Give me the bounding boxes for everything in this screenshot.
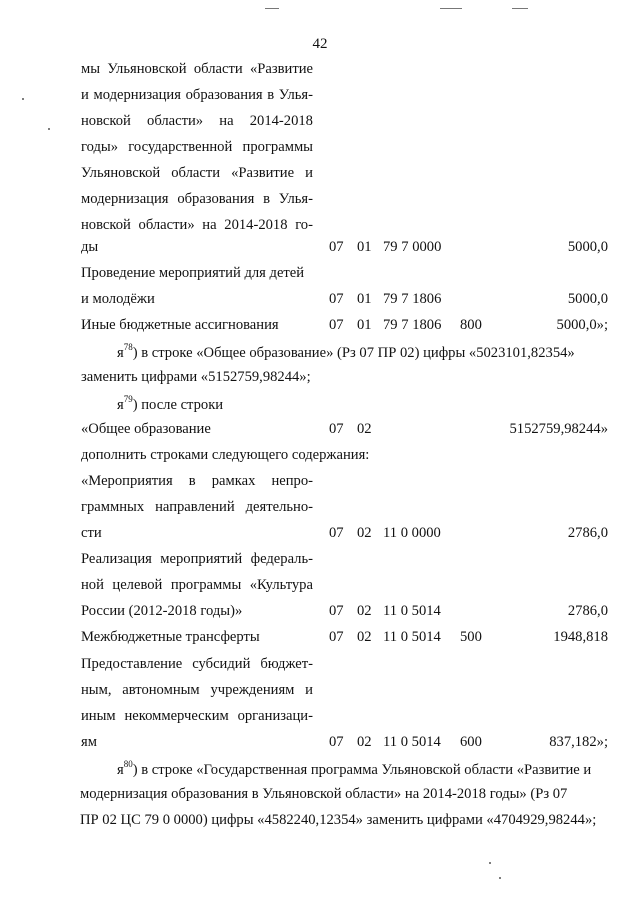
continuation-line: годы» государственной программы: [81, 139, 313, 155]
row-label: Проведение мероприятий для детей: [81, 265, 305, 281]
row-amount: 2786,0: [567, 525, 608, 541]
row-amount: 5000,0: [567, 291, 608, 307]
row-rz: 07: [329, 603, 344, 619]
amendment-79: $я^{79}$) после строки: [117, 394, 224, 413]
scan-dot: [489, 862, 491, 864]
row-cs: 11 0 5014: [383, 734, 441, 750]
row-label: Иные бюджетные ассигнования: [81, 317, 279, 333]
row-cs: 79 7 1806: [383, 317, 442, 333]
row-label: Предоставление субсидий бюджет-: [81, 656, 313, 672]
row-pr: 01: [357, 291, 372, 307]
row-label: России (2012-2018 годы)»: [81, 603, 243, 619]
row-rz: 07: [329, 629, 344, 645]
scan-mark: [265, 8, 279, 9]
row-rz: 07: [329, 291, 344, 307]
continuation-line: новской области» на 2014-2018: [81, 113, 313, 129]
scan-dot: [48, 128, 50, 130]
scan-mark: [440, 8, 462, 9]
row-amount: 5000,0: [567, 239, 608, 255]
row-rz: 07: [329, 317, 344, 333]
amendment-78: $я^{78}$) в строке «Общее образование» (Рз 07 ПР 02) цифры «5023101,82354»: [117, 342, 575, 361]
row-pr: 02: [357, 525, 372, 541]
row-label: сти: [81, 525, 102, 541]
row-cs: 11 0 5014: [383, 603, 441, 619]
amendment-78-continued: заменить цифрами «5152759,98244»;: [81, 369, 311, 385]
row-label: граммных направлений деятельно-: [81, 499, 313, 515]
row-amount: 2786,0: [567, 603, 608, 619]
row-label: Реализация мероприятий федераль-: [81, 551, 313, 567]
continuation-line: Ульяновской области «Развитие и: [81, 165, 313, 181]
page-number: 42: [312, 36, 328, 52]
amendment-80-continued: ПР 02 ЦС 79 0 0000) цифры «4582240,12354» заменить цифрами «4704929,98244»;: [80, 812, 597, 828]
row-pr: 02: [357, 603, 372, 619]
row-label: ной целевой программы «Культура: [81, 577, 313, 593]
row-label: Межбюджетные трансферты: [81, 629, 260, 645]
row-amount: 5000,0»;: [556, 317, 608, 333]
scan-dot: [499, 877, 501, 879]
supplement-line: дополнить строками следующего содержания:: [81, 447, 370, 463]
row-vr: 500: [460, 629, 482, 645]
row-pr: 02: [357, 629, 372, 645]
row-cs: 11 0 0000: [383, 525, 441, 541]
continuation-line: модернизация образования в Улья-: [81, 191, 313, 207]
row-label: ды: [81, 239, 99, 255]
row-amount: 837,182»;: [549, 734, 608, 750]
row-pr: 02: [357, 734, 372, 750]
general-education-label: «Общее образование: [81, 421, 211, 437]
scan-mark: [512, 8, 528, 9]
row-vr: 800: [460, 317, 482, 333]
row-rz: 07: [329, 525, 344, 541]
row-vr: 600: [460, 734, 482, 750]
row-label: иным некоммерческим организаци-: [81, 708, 313, 724]
row-pr: 01: [357, 317, 372, 333]
continuation-line: и модернизация образования в Улья-: [81, 87, 313, 103]
row-label: и молодёжи: [81, 291, 155, 307]
continuation-line: новской области» на 2014-2018 го-: [81, 217, 313, 233]
amendment-80-continued: модернизация образования в Ульяновской области» на 2014-2018 годы» (Рз 07: [80, 786, 568, 802]
continuation-line: мы Ульяновской области «Развитие: [81, 61, 313, 77]
row-rz: 07: [329, 239, 344, 255]
row-cs: 11 0 5014: [383, 629, 441, 645]
row-pr: 02: [357, 421, 372, 437]
row-cs: 79 7 0000: [383, 239, 442, 255]
amendment-80: $я^{80}$) в строке «Государственная программа Ульяновской области «Развитие и: [117, 759, 592, 778]
scan-dot: [22, 98, 24, 100]
row-cs: 79 7 1806: [383, 291, 442, 307]
row-label: ным, автономным учреждениям и: [81, 682, 313, 698]
row-label: «Мероприятия в рамках непро-: [81, 473, 313, 489]
row-label: ям: [81, 734, 97, 750]
row-pr: 01: [357, 239, 372, 255]
row-amount: 5152759,98244»: [509, 421, 608, 437]
row-rz: 07: [329, 734, 344, 750]
row-amount: 1948,818: [553, 629, 608, 645]
row-rz: 07: [329, 421, 344, 437]
